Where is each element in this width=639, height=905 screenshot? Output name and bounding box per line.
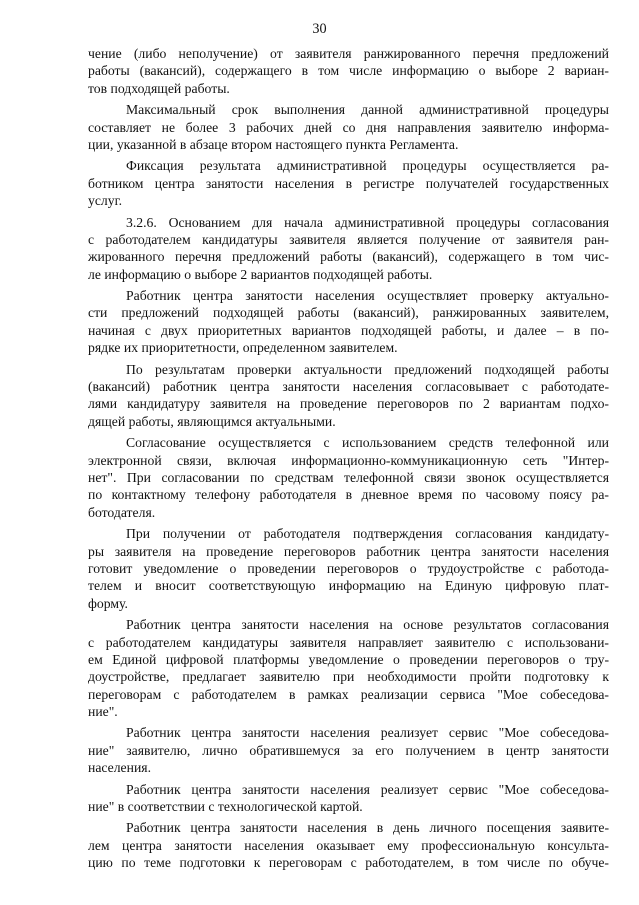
- paragraph: [88, 724, 609, 776]
- paragraph: [88, 361, 609, 431]
- text-line: Работник центра занятости населения реализует сервис "Мое собеседова-: [126, 725, 609, 741]
- text-line: тов подходящей работы.: [88, 80, 230, 96]
- paragraph: [88, 434, 609, 521]
- paragraph: [88, 616, 609, 720]
- text-line: ние" в соответствии с технологической картой.: [88, 799, 363, 815]
- paragraph: [88, 214, 609, 284]
- text-line: цию по теме подготовки к переговорам с работодателем, в том числе по обуче-: [88, 855, 609, 871]
- text-line: лем центра занятости населения оказывает ему профессиональную консульта-: [88, 837, 609, 853]
- text-line: При получении от работодателя подтверждения согласования кандидату-: [126, 526, 609, 542]
- document-body: [88, 45, 609, 876]
- text-line: По результатам проверки актуальности предложений подходящей работы: [126, 361, 609, 377]
- text-line: Работник центра занятости населения на основе результатов согласования: [126, 617, 609, 633]
- text-line: чение (либо неполучение) от заявителя ранжированного перечня предложений: [88, 46, 609, 61]
- text-line: сти предложений подходящей работы (вакансий), ранжированных заявителем,: [88, 305, 609, 321]
- text-line: Максимальный срок выполнения данной административной процедуры: [126, 102, 609, 118]
- text-line: электронной связи, включая информационно-коммуникационную сеть "Интер-: [88, 452, 609, 468]
- text-line: лями кандидатуру заявителя на проведение переговоров по 2 вариантам подхо-: [88, 396, 609, 412]
- text-line: форму.: [88, 595, 128, 611]
- text-line: услуг.: [88, 193, 123, 209]
- text-line: переговорам с работодателем в рамках реализации сервиса "Мое собеседова-: [88, 686, 609, 702]
- text-line: ние" заявителю, лично обратившемуся за его получением в центр занятости: [88, 742, 609, 758]
- text-line: населения.: [88, 760, 151, 776]
- text-line: нет". При согласовании по средствам телефонной связи звонок осуществляется: [88, 469, 609, 485]
- text-line: по контактному телефону работодателя в дневное время по часовому поясу ра-: [88, 487, 609, 503]
- page-number: 30: [312, 21, 327, 37]
- text-line: составляет не более 3 рабочих дней со дня направления заявителю информа-: [88, 119, 609, 135]
- text-line: ем Единой цифровой платформы уведомление о проведении переговоров о тру-: [88, 651, 609, 667]
- text-line: ры заявителя на проведение переговоров работник центра занятости населения: [88, 543, 609, 559]
- text-line: телем и вносит соответствующую информацию на Единую цифровую плат-: [88, 578, 609, 594]
- text-line: Работник центра занятости населения осуществляет проверку актуально-: [126, 288, 609, 304]
- text-line: Работник центра занятости населения реализует сервис "Мое собеседова-: [126, 781, 609, 797]
- paragraph: [88, 45, 609, 97]
- text-line: дящей работы, являющимся актуальными.: [88, 413, 336, 429]
- paragraph: [88, 287, 609, 357]
- paragraph: [88, 101, 609, 153]
- text-line: Работник центра занятости населения в день личного посещения заявите-: [126, 820, 609, 836]
- text-line: работы (вакансий), содержащего в том числе информацию о выборе 2 вариан-: [88, 63, 609, 79]
- text-line: ле информацию о выборе 2 вариантов подходящей работы.: [88, 266, 433, 282]
- paragraph: [88, 525, 609, 612]
- text-line: Фиксация результата административной процедуры осуществляется ра-: [126, 158, 609, 174]
- text-line: рядке их приоритетности, определенном заявителем.: [88, 340, 398, 356]
- text-line: ние".: [88, 704, 118, 720]
- paragraph: [88, 781, 609, 816]
- paragraph: [88, 819, 609, 871]
- text-line: с работодателем кандидатуры заявителя является получение от заявителя ран-: [88, 231, 609, 247]
- text-line: ции, указанной в абзаце втором настоящего пункта Регламента.: [88, 136, 459, 152]
- text-line: готовит уведомление о проведении переговоров о трудоустройстве с работода-: [88, 560, 609, 576]
- text-line: доустройстве, предлагает заявителю при необходимости пройти подготовку к: [88, 669, 609, 685]
- text-line: ботодателя.: [88, 504, 156, 520]
- text-line: с работодателем кандидатуры заявителя направляет заявителю с использовани-: [88, 634, 609, 650]
- text-line: Согласование осуществляется с использованием средств телефонной или: [126, 435, 609, 451]
- text-line: жированного перечня предложений работы (вакансий), содержащего в том чис-: [88, 249, 609, 265]
- text-line: начиная с двух приоритетных вариантов подходящей работы, и далее – в по-: [88, 322, 609, 338]
- text-line: ботником центра занятости населения в регистре получателей государственных: [88, 175, 609, 191]
- text-line: 3.2.6. Основанием для начала административной процедуры согласования: [126, 214, 609, 230]
- paragraph: [88, 157, 609, 209]
- text-line: (вакансий) работник центра занятости населения согласовывает с работодате-: [88, 379, 609, 395]
